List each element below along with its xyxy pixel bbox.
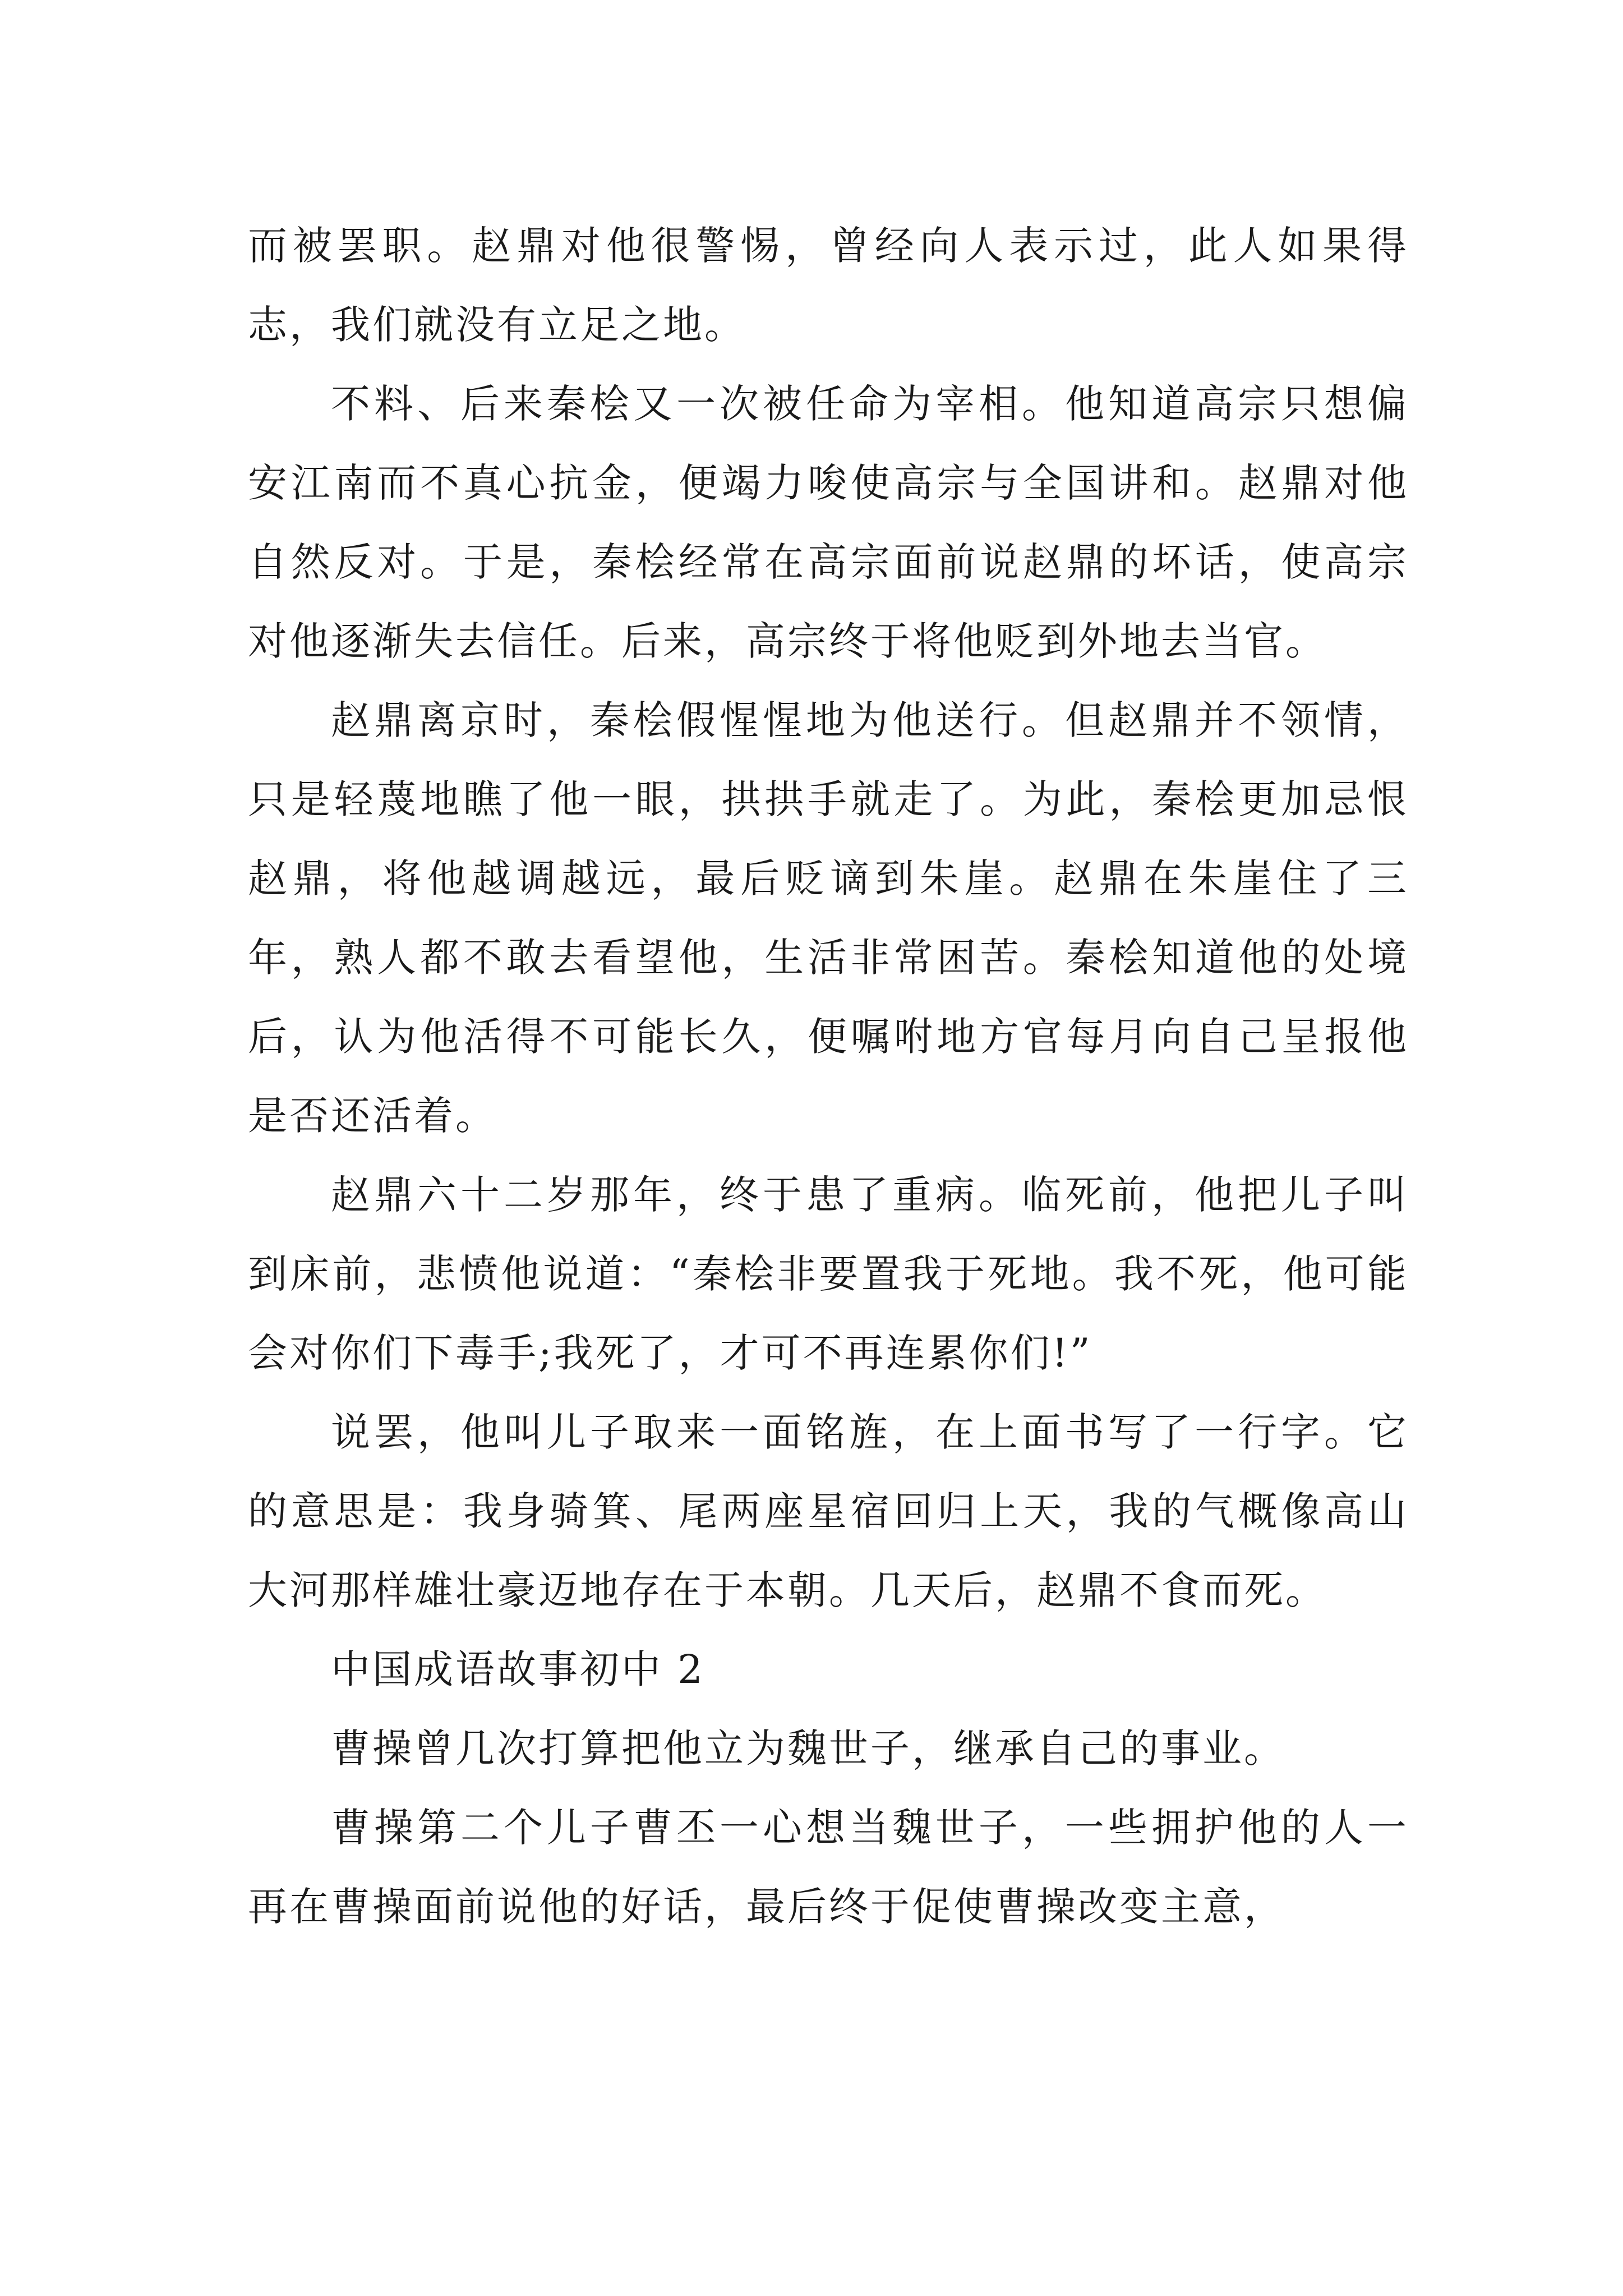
paragraph-2: 不料、后来秦桧又一次被任命为宰相。他知道高宗只想偏安江南而不真心抗金，便竭力唆使高宗与全国讲和。赵鼎对他自然反对。于是，秦桧经常在高宗面前说赵鼎的坏话，使高宗对他逐渐失去信任。后来，高宗终于将他贬到外地去当官。 — [248, 381, 1409, 664]
paragraph-3: 赵鼎离京时，秦桧假惺惺地为他送行。但赵鼎并不领情，只是轻蔑地瞧了他一眼，拱拱手就走了。为此，秦桧更加忌恨赵鼎，将他越调越远，最后贬谪到朱崖。赵鼎在朱崖住了三年，熟人都不敢去看望他，生活非常困苦。秦桧知道他的处境后，认为他活得不可能长久，便嘱咐地方官每月向自己呈报他是否还活着。 — [248, 697, 1409, 1139]
paragraph-5: 说罢，他叫儿子取来一面铭旌，在上面书写了一行字。它的意思是：我身骑箕、尾两座星宿回归上天，我的气概像高山大河那样雄壮豪迈地存在于本朝。几天后，赵鼎不食而死。 — [248, 1409, 1409, 1613]
section-paragraph-1: 曹操曾几次打算把他立为魏世子，继承自己的事业。 — [331, 1726, 1285, 1772]
section-heading: 中国成语故事初中 2 — [331, 1646, 705, 1692]
paragraph-4: 赵鼎六十二岁那年，终于患了重病。临死前，他把儿子叫到床前，悲愤他说道：“秦桧非要置我于死地。我不死，他可能会对你们下毒手;我死了，才可不再连累你们!” — [248, 1172, 1409, 1376]
document-body — [248, 206, 1409, 1947]
section-paragraph-2: 曹操第二个儿子曹丕一心想当魏世子，一些拥护他的人一再在曹操面前说他的好话，最后终于促使曹操改变主意， — [248, 1805, 1409, 1930]
paragraph-1: 而被罢职。赵鼎对他很警惕，曾经向人表示过，此人如果得志，我们就没有立足之地。 — [248, 223, 1409, 348]
